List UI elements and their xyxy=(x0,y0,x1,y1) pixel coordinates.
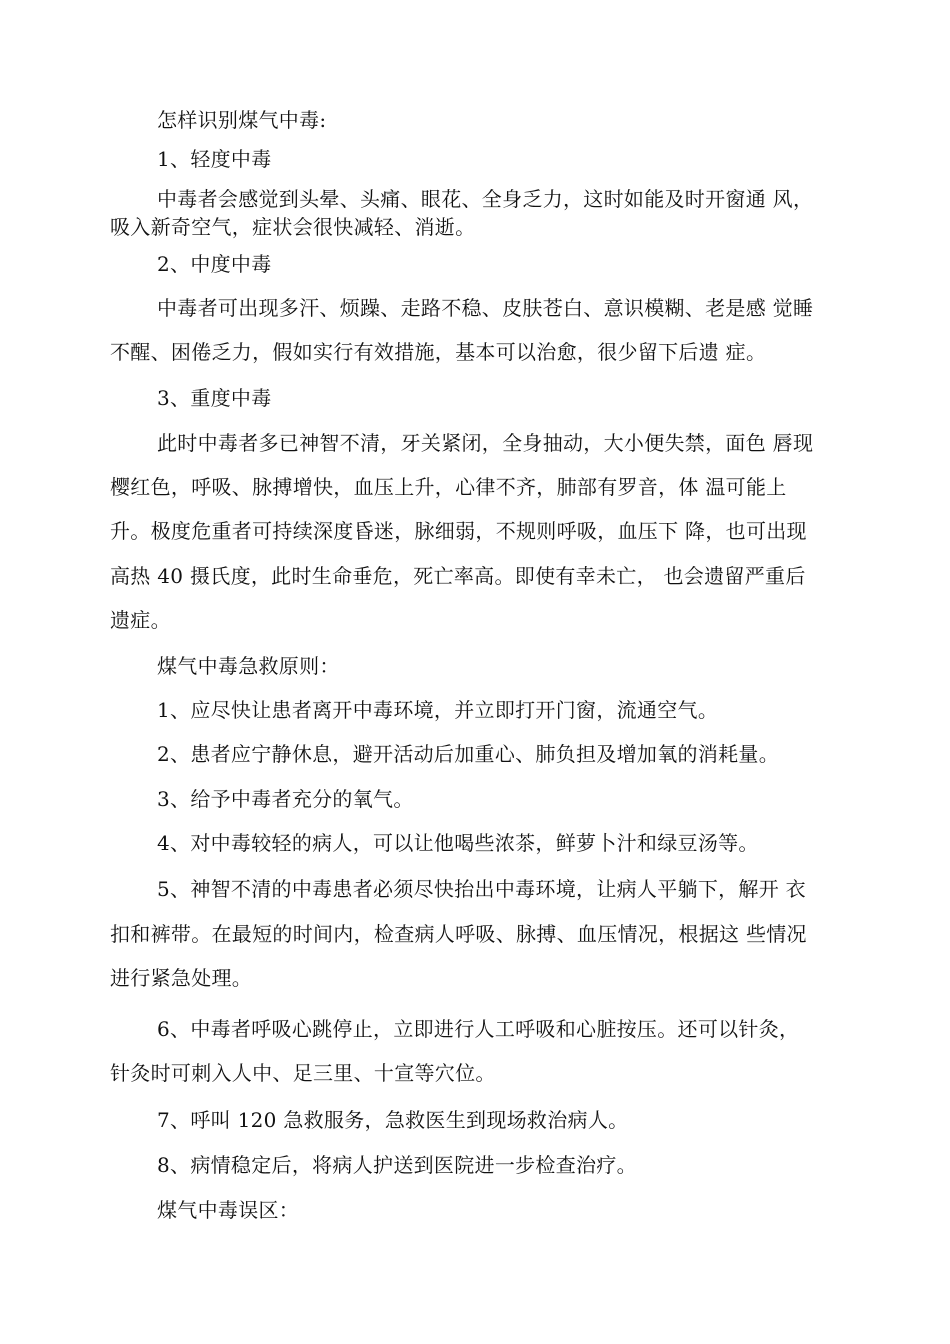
firstaid-item-7: 7、呼叫 120 急救服务，急救医生到现场救治病人。 xyxy=(157,1108,629,1132)
firstaid-item-1: 1、应尽快让患者离开中毒环境，并立即打开门窗，流通空气。 xyxy=(157,698,719,722)
text-line: 5、神智不清的中毒患者必须尽快抬出中毒环境，让病人平躺下，解开 衣 xyxy=(157,877,806,901)
text-line: 扣和裤带。在最短的时间内，检查病人呼吸、脉搏、血压情况，根据这 些情况 xyxy=(110,922,807,946)
severe-title: 3、重度中毒 xyxy=(157,386,272,410)
firstaid-item-2: 2、患者应宁静休息，避开活动后加重心、肺负担及增加氧的消耗量。 xyxy=(157,742,780,766)
text-line: 中毒者可出现多汗、烦躁、走路不稳、皮肤苍白、意识模糊、老是感 觉睡 xyxy=(157,296,814,320)
firstaid-item-8: 8、病情稳定后，将病人护送到医院进一步检查治疗。 xyxy=(157,1153,637,1177)
text-line: 吸入新奇空气，症状会很快减轻、消逝。 xyxy=(110,215,476,239)
heading-myths: 煤气中毒误区： xyxy=(157,1198,300,1222)
text-line: 高热 40 摄氏度，此时生命垂危，死亡率高。即使有幸未亡， 也会遗留严重后 xyxy=(110,564,806,588)
text-line: 不醒、困倦乏力，假如实行有效措施，基本可以治愈，很少留下后遗 症。 xyxy=(110,340,767,364)
firstaid-item-3: 3、给予中毒者充分的氧气。 xyxy=(157,787,414,811)
firstaid-item-4: 4、对中毒较轻的病人，可以让他喝些浓茶，鲜萝卜汁和绿豆汤等。 xyxy=(157,831,759,855)
moderate-title: 2、中度中毒 xyxy=(157,252,272,276)
text-line: 升。极度危重者可持续深度昏迷，脉细弱，不规则呼吸，血压下 降，也可出现 xyxy=(110,519,807,543)
text-line: 针灸时可刺入人中、足三里、十宣等穴位。 xyxy=(110,1061,496,1085)
heading-identify: 怎样识别煤气中毒: xyxy=(157,108,327,132)
mild-title: 1、轻度中毒 xyxy=(157,147,272,171)
text-line: 遗症。 xyxy=(110,608,171,632)
text-line: 6、中毒者呼吸心跳停止，立即进行人工呼吸和心脏按压。还可以针灸， xyxy=(157,1017,800,1041)
text-line: 进行紧急处理。 xyxy=(110,966,253,990)
heading-firstaid: 煤气中毒急救原则： xyxy=(157,654,340,678)
text-line: 樱红色，呼吸、脉搏增快，血压上升，心律不齐，肺部有罗音，体 温可能上 xyxy=(110,475,787,499)
text-line: 中毒者会感觉到头晕、头痛、眼花、全身乏力，这时如能及时开窗通 风， xyxy=(157,187,814,211)
text-line: 此时中毒者多已神智不清，牙关紧闭，全身抽动，大小便失禁，面色 唇现 xyxy=(157,431,814,455)
